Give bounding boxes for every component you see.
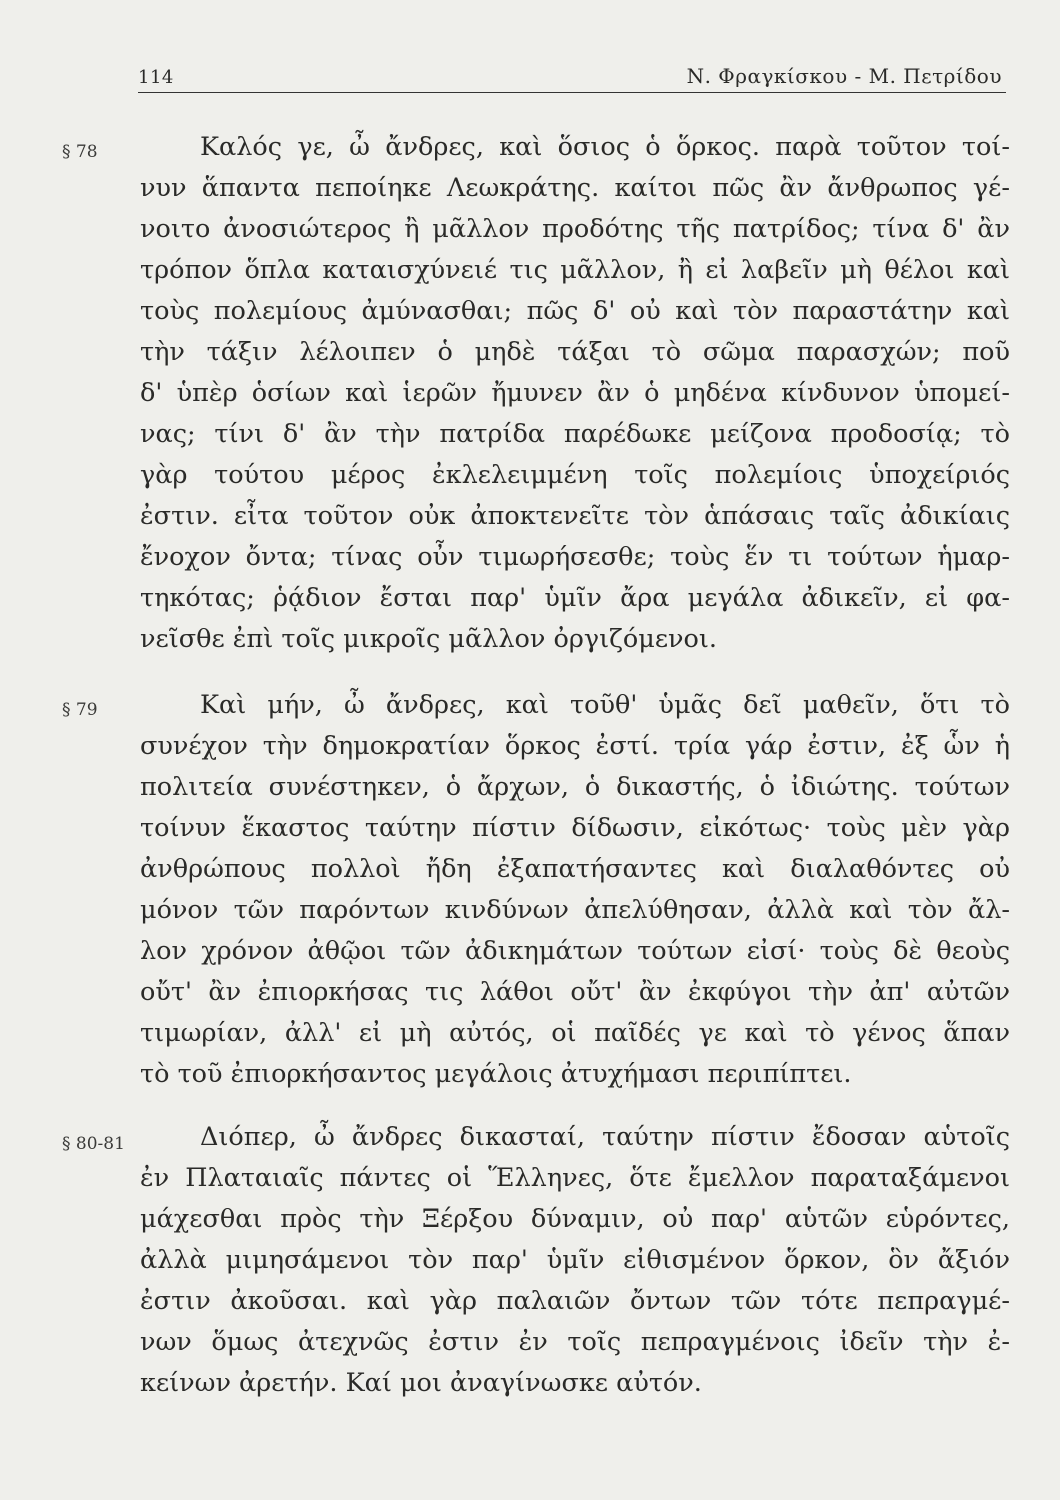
text-line: ἀνθρώπους πολλοὶ ἤδη ἐξαπατήσαντες καὶ διαλαθόντες οὐ xyxy=(140,854,1010,884)
text-line: τὴν τάξιν λέλοιπεν ὁ μηδὲ τάξαι τὸ σῶμα παρασχών; ποῦ xyxy=(140,337,1010,367)
text-line: μόνον τῶν παρόντων κινδύνων ἀπελύθησαν, ἀλλὰ καὶ τὸν ἄλ- xyxy=(140,895,1010,925)
running-head: Ν. Φραγκίσκου - Μ. Πετρίδου xyxy=(686,64,1002,88)
text-line: τρόπον ὅπλα καταισχύνειέ τις μᾶλλον, ἢ εἰ λαβεῖν μὴ θέλοι καὶ xyxy=(140,255,1010,285)
text-line: ἀλλὰ μιμησάμενοι τὸν παρ' ὑμῖν εἰθισμένον ὅρκον, ὃν ἄξιόν xyxy=(140,1245,1010,1275)
text-line: τιμωρίαν, ἀλλ' εἰ μὴ αὐτός, οἱ παῖδές γε καὶ τὸ γένος ἅπαν xyxy=(140,1018,1010,1048)
text-line: ἐστιν ἀκοῦσαι. καὶ γὰρ παλαιῶν ὄντων τῶν τότε πεπραγμέ- xyxy=(140,1286,1010,1316)
text-line: λον χρόνον ἀθῷοι τῶν ἀδικημάτων τούτων εἰσί· τοὺς δὲ θεοὺς xyxy=(140,936,1010,966)
section-mark: § 78 xyxy=(62,142,98,162)
section-mark: § 79 xyxy=(62,700,98,720)
text-line: νυν ἅπαντα πεποίηκε Λεωκράτης. καίτοι πῶς ἂν ἄνθρωπος γέ- xyxy=(140,173,1010,203)
text-line: συνέχον τὴν δημοκρατίαν ὅρκος ἐστί. τρία γάρ ἐστιν, ἐξ ὧν ἡ xyxy=(140,731,1010,761)
text-line: νων ὅμως ἀτεχνῶς ἐστιν ἐν τοῖς πεπραγμένοις ἰδεῖν τὴν ἐ- xyxy=(140,1327,1010,1357)
text-line: ἐστιν. εἶτα τοῦτον οὐκ ἀποκτενεῖτε τὸν ἁπάσαις ταῖς ἀδικίαις xyxy=(140,501,1010,531)
text-line: τοὺς πολεμίους ἀμύνασθαι; πῶς δ' οὐ καὶ τὸν παραστάτην καὶ xyxy=(140,296,1010,326)
text-line: τὸ τοῦ ἐπιορκήσαντος μεγάλοις ἀτυχήμασι περιπίπτει. xyxy=(140,1059,852,1089)
text-line: νας; τίνι δ' ἂν τὴν πατρίδα παρέδωκε μείζονα προδοσίᾳ; τὸ xyxy=(140,419,1010,449)
text-line: Καλός γε, ὦ ἄνδρες, καὶ ὅσιος ὁ ὅρκος. παρὰ τοῦτον τοί- xyxy=(200,132,1010,162)
text-line: Καὶ μήν, ὦ ἄνδρες, καὶ τοῦθ' ὑμᾶς δεῖ μαθεῖν, ὅτι τὸ xyxy=(200,690,1010,720)
text-line: δ' ὑπὲρ ὁσίων καὶ ἱερῶν ἤμυνεν ἂν ὁ μηδένα κίνδυνον ὑπομεί- xyxy=(140,378,1010,408)
text-line: οὔτ' ἂν ἐπιορκήσας τις λάθοι οὔτ' ἂν ἐκφύγοι τὴν ἀπ' αὐτῶν xyxy=(140,977,1010,1007)
text-line: μάχεσθαι πρὸς τὴν Ξέρξου δύναμιν, οὐ παρ' αὑτῶν εὑρόντες, xyxy=(140,1204,1010,1234)
text-line: νεῖσθε ἐπὶ τοῖς μικροῖς μᾶλλον ὀργιζόμενοι. xyxy=(140,624,717,654)
text-line: Διόπερ, ὦ ἄνδρες δικασταί, ταύτην πίστιν ἔδοσαν αὑτοῖς xyxy=(200,1122,1010,1152)
section-mark: § 80-81 xyxy=(62,1134,125,1154)
text-line: ἐν Πλαταιαῖς πάντες οἱ Ἕλληνες, ὅτε ἔμελλον παραταξάμενοι xyxy=(140,1163,1010,1193)
text-line: κείνων ἀρετήν. Καί μοι ἀναγίνωσκε αὐτόν. xyxy=(140,1368,702,1398)
text-line: τοίνυν ἕκαστος ταύτην πίστιν δίδωσιν, εἰκότως· τοὺς μὲν γὰρ xyxy=(140,813,1010,843)
text-line: γὰρ τούτου μέρος ἐκλελειμμένη τοῖς πολεμίοις ὑποχείριός xyxy=(140,460,1010,490)
text-line: τηκότας; ῥᾴδιον ἔσται παρ' ὑμῖν ἄρα μεγάλα ἀδικεῖν, εἰ φα- xyxy=(140,583,1010,613)
text-line: πολιτεία συνέστηκεν, ὁ ἄρχων, ὁ δικαστής, ὁ ἰδιώτης. τούτων xyxy=(140,772,1010,802)
page-header xyxy=(138,52,1006,93)
text-line: ἔνοχον ὄντα; τίνας οὖν τιμωρήσεσθε; τοὺς ἕν τι τούτων ἡμαρ- xyxy=(140,542,1010,572)
text-line: νοιτο ἀνοσιώτερος ἢ μᾶλλον προδότης τῆς πατρίδος; τίνα δ' ἂν xyxy=(140,214,1010,244)
page-number: 114 xyxy=(138,67,174,88)
